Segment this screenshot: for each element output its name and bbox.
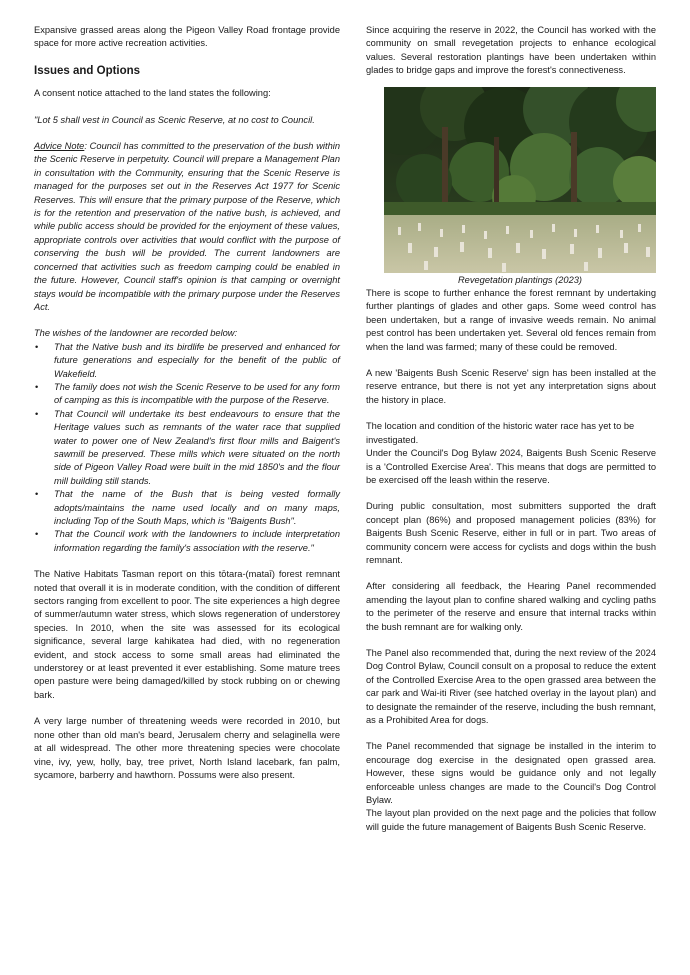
paragraph-water-race: The location and condition of the historic water race has yet to be investigated. bbox=[366, 421, 635, 445]
bullet: • bbox=[35, 489, 39, 500]
paragraph-panel-dog-recommendation: The Panel also recommended that, during the next review of the 2024 Dog Control Bylaw, Council consult on a proposal to reduce the extent of the Controlled Exercise Area to the open grassed area between the car park and Wai-iti River (see hatched overlay in the layout plan) and to designate the remainder of the reserve, including the bush remnant, as a Prohibited Area for dogs. bbox=[366, 647, 656, 725]
paragraph-hearing-panel: After considering all feedback, the Hearing Panel recommended amending the layout plan to confine shared walking and cycling paths to the perimeter of the reserve and ensure that internal tracks within the bush remnant are for walking only. bbox=[366, 581, 656, 632]
list-item: • That the Native bush and its birdlife be preserved and enhanced for future generations and especially for the benefit of the public of Wakefield. bbox=[35, 341, 340, 379]
section-heading-issues-options: Issues and Options bbox=[34, 64, 141, 77]
paragraph-dog-bylaw: Under the Council's Dog Bylaw 2024, Baigents Bush Scenic Reserve is a 'Controlled Exercise Area'. This means that dogs are permitted to be exercised off the leash within the reserve. bbox=[366, 448, 656, 485]
paragraph-threatening-weeds: A very large number of threatening weeds were recorded in 2010, but none other than old man's beard, Jerusalem cherry and selaginella were at all widespread. The other more threatening species were chocolate vine, ivy, yew, holly, bay, tree privet, North Island lacebark, fan palm, sycamore, barberry and hawthorn. Possums were also present. bbox=[34, 716, 340, 780]
paragraph-native-habitats-report: The Native Habitats Tasman report on this tōtara-(mataī) forest remnant noted that overall it is in moderate condition, with the condition of different sectors ranging from excellent to poor. The site experiences a high degree of summer/autumn water stress, which slows regeneration of understorey species. In 2010, when the site was assessed for its ecological significance, several large kahikatea had died, with no regeneration evident, and stock access to some small areas had eliminated the understorey or at least prevented it ever establishing. Some mature trees open pasture were being damaged/killed by stock rubbing on or chewing bark. bbox=[34, 569, 340, 700]
paragraph-further-enhancement: There is scope to further enhance the forest remnant by undertaking further plantings of glades and other gaps. Some weed control has been undertaken, but a range of invasive weeds remain. No animal pest control has been undertaken yet. Several old fences remain from when the land was farmed; many of these could be removed. bbox=[366, 288, 656, 352]
list-item: • That the Council work with the landowners to include interpretation information regarding the family's association with the reserve." bbox=[35, 529, 340, 553]
consent-quote: "Lot 5 shall vest in Council as Scenic Reserve, at no cost to Council. bbox=[34, 114, 315, 125]
revegetation-photo bbox=[384, 87, 656, 273]
landowner-wishes-list bbox=[34, 341, 340, 556]
paragraph-public-consultation: During public consultation, most submitters supported the draft concept plan (86%) and proposed management policies (83%) for Baigents Bush Scenic Reserve, either in full or in part. Two areas of community concern were access for cyclists and dogs within the bush remnant. bbox=[366, 501, 656, 565]
paragraph-new-sign: A new 'Baigents Bush Scenic Reserve' sign has been installed at the reserve entrance, but there is not yet any interpretation signs about the history in place. bbox=[366, 368, 656, 405]
paragraph-layout-plan: The layout plan provided on the next page and the policies that follow will guide the future management of Baigents Bush Scenic Reserve. bbox=[366, 808, 656, 832]
bullet: • bbox=[35, 408, 39, 419]
bullet: • bbox=[35, 529, 39, 540]
wishes-intro: The wishes of the landowner are recorded below: bbox=[34, 328, 238, 339]
list-item: • That Council will undertake its best endeavours to ensure that the Heritage values such as remnants of the water race that supplied water to power one of New Zealand's first flour mills and Baigent's sawmill be preserved. These mills which were situated on the north side of Pigeon Valley Road were built in the mid 1850's and the flour mill building still stands. bbox=[35, 408, 340, 486]
bullet: • bbox=[35, 341, 39, 352]
paragraph-revegetation-projects: Since acquiring the reserve in 2022, the Council has worked with the community on small revegetation projects to enhance ecological values. Several restoration plantings have been undertaken within glades to bridge gaps and improve the forest's connectiveness. bbox=[366, 25, 656, 76]
paragraph-consent-intro: A consent notice attached to the land states the following: bbox=[34, 88, 271, 99]
paragraph-signage: The Panel recommended that signage be installed in the interim to encourage dog exercise in the designated open grassed area. However, these signs would be guidance only and not legally enforceable unless changes are made to the Council's Dog Control Bylaw. bbox=[366, 741, 656, 806]
paragraph-recreation: Expansive grassed areas along the Pigeon Valley Road frontage provide space for more active recreation activities. bbox=[34, 25, 340, 49]
advice-note-text: : Council has committed to the preservation of the bush within the Scenic Reserve in perpetuity. Council will prepare a Management Plan in consultation with the Community, ensuring that the Scenic Reserve is managed for the purposes set out in the Reserves Act 1977 for Scenic Reserves. This will ensure that the primary purpose of the Reserve, which is for the retention and preservation of the native bush, is achieved, and while public access should be provided for the enjoyment of these values, appropriate controls over activities that would conflict with the purpose of conserving the bush will be provided. The current landowners are concerned that activities such as freedom camping could be enabled in the future. However, Council staff's opinion is that camping or overnight stays would be incompatible with the primary purpose under the Reserves Act. bbox=[34, 141, 340, 312]
list-item: • That the name of the Bush that is being vested formally adopts/maintains the name used locally and on many maps, including Top of the South Maps, which is "Baigents Bush". bbox=[35, 489, 340, 526]
photo-caption: Revegetation plantings (2023) bbox=[457, 274, 583, 285]
bullet: • bbox=[35, 381, 39, 392]
advice-note bbox=[34, 140, 340, 314]
right-column bbox=[366, 24, 656, 834]
list-item: • The family does not wish the Scenic Reserve to be used for any form of camping as this is incompatible with the purpose of the Reserve. bbox=[35, 381, 340, 406]
left-column bbox=[34, 24, 340, 782]
advice-note-label: Advice Note bbox=[34, 141, 85, 152]
